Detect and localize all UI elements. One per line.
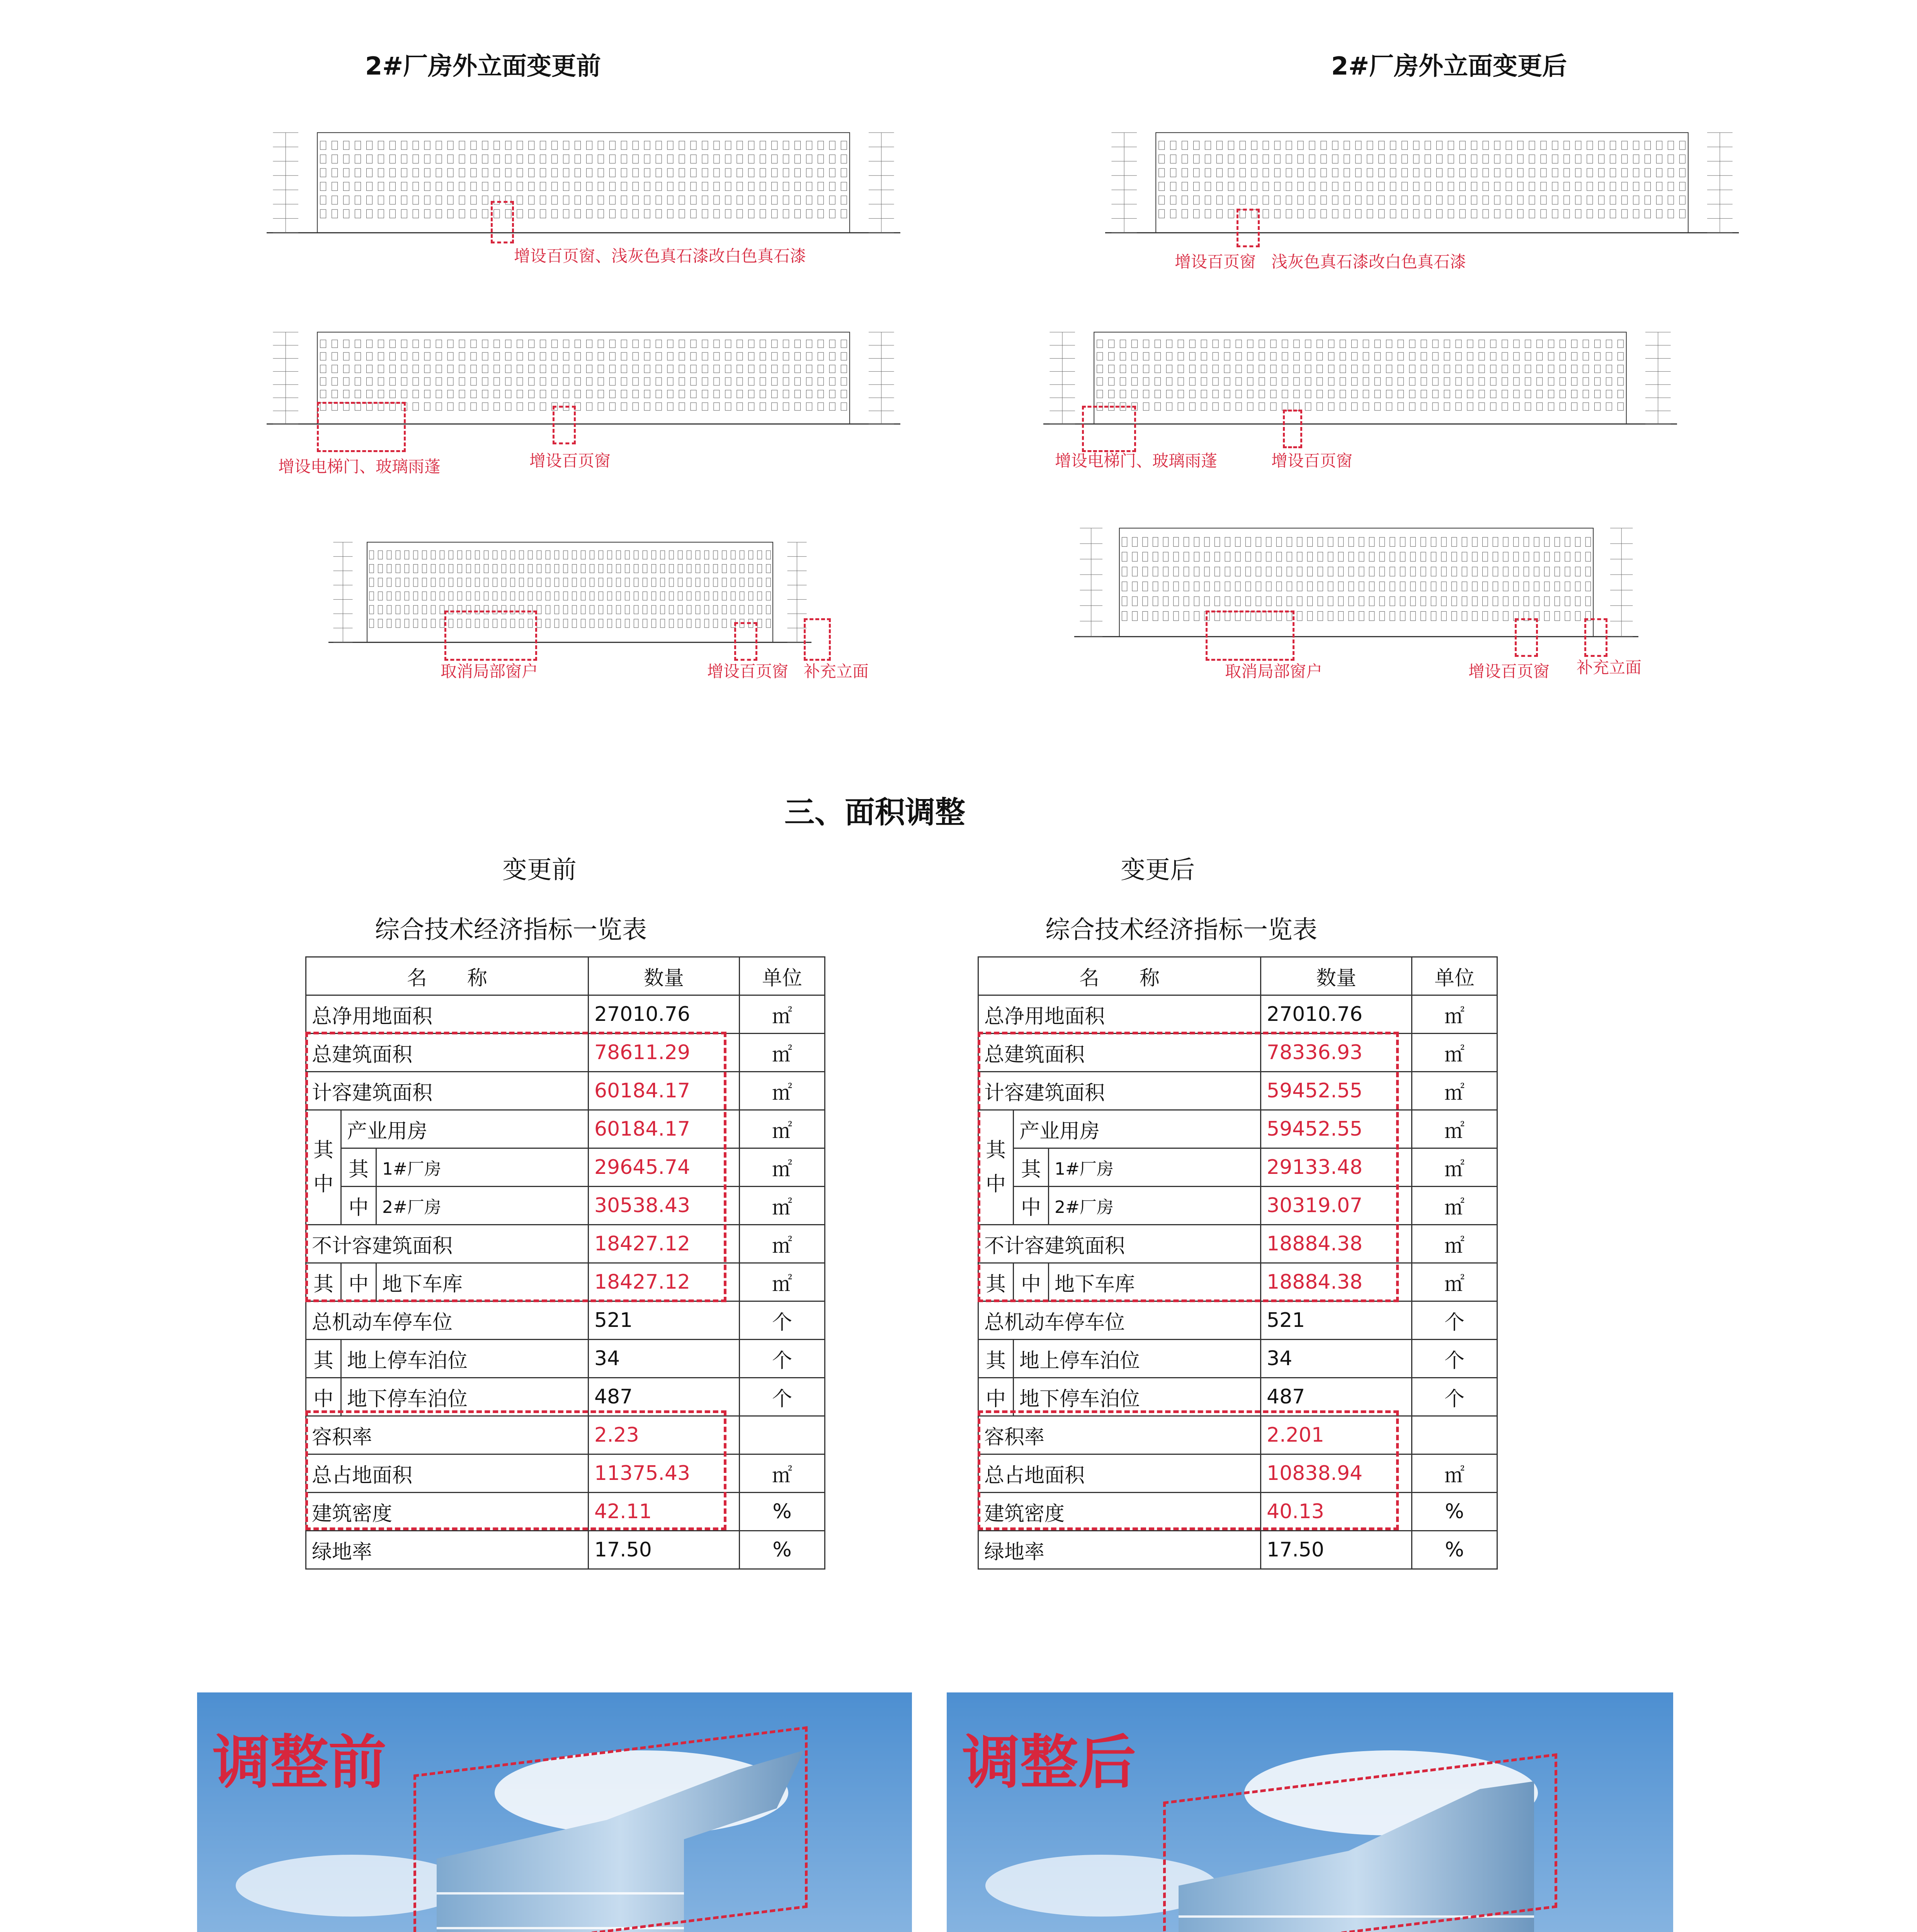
note-before-1: 增设百页窗、浅灰色真石漆改白色真石漆 bbox=[514, 247, 806, 265]
table-row: 总占地面积 11375.43 ㎡ bbox=[306, 1454, 825, 1493]
table-row: 其 中 产业用房 59452.55 ㎡ bbox=[978, 1110, 1497, 1148]
table-row: 其 地上停车泊位 34 个 bbox=[306, 1340, 825, 1378]
table-row: 总建筑面积 78611.29 ㎡ bbox=[306, 1034, 825, 1072]
render-label-before: 调整前 bbox=[213, 1729, 387, 1796]
note-after-5: 取消局部窗户 bbox=[1225, 662, 1323, 681]
table-row: 其 1#厂房 29645.74 ㎡ bbox=[306, 1148, 825, 1187]
table-row: 总机动车停车位 521 个 bbox=[978, 1301, 1497, 1340]
table-row: 计容建筑面积 59452.55 ㎡ bbox=[978, 1072, 1497, 1110]
table-row: 建筑密度 42.11 % bbox=[306, 1493, 825, 1531]
table-row: 中 2#厂房 30538.43 ㎡ bbox=[306, 1187, 825, 1225]
table-row: 绿地率 17.50 % bbox=[978, 1531, 1497, 1569]
facade-title-before: 2#厂房外立面变更前 bbox=[365, 52, 601, 81]
table-row: 其 1#厂房 29133.48 ㎡ bbox=[978, 1148, 1497, 1187]
note-before-4: 取消局部窗户 bbox=[441, 662, 538, 681]
table-header: 名 称 数量 单位 bbox=[306, 957, 825, 995]
table-row: 不计容建筑面积 18427.12 ㎡ bbox=[306, 1225, 825, 1263]
note-after-6: 增设百页窗 bbox=[1468, 662, 1550, 681]
table-row: 其 地上停车泊位 34 个 bbox=[978, 1340, 1497, 1378]
render-after bbox=[947, 1692, 1673, 1932]
table-title-before: 综合技术经济指标一览表 bbox=[375, 916, 647, 944]
table-row: 总占地面积 10838.94 ㎡ bbox=[978, 1454, 1497, 1493]
table-row: 总机动车停车位 521 个 bbox=[306, 1301, 825, 1340]
table-row: 容积率 2.201 bbox=[978, 1416, 1497, 1454]
elevation-before-3 bbox=[328, 526, 811, 665]
note-after-1: 增设百页窗 bbox=[1175, 252, 1256, 271]
note-before-2: 增设电梯门、玻璃雨蓬 bbox=[278, 457, 441, 476]
table-row: 计容建筑面积 60184.17 ㎡ bbox=[306, 1072, 825, 1110]
table-row: 中 地下停车泊位 487 个 bbox=[306, 1378, 825, 1416]
facade-title-after: 2#厂房外立面变更后 bbox=[1331, 52, 1567, 81]
table-row: 总建筑面积 78336.93 ㎡ bbox=[978, 1034, 1497, 1072]
table-row: 中 地下停车泊位 487 个 bbox=[978, 1378, 1497, 1416]
note-after-4: 增设百页窗 bbox=[1271, 451, 1353, 470]
elevation-after-1 bbox=[1105, 116, 1739, 255]
section-heading: 三、面积调整 bbox=[784, 795, 966, 830]
elevation-after-2 bbox=[1043, 317, 1677, 444]
note-after-7: 补充立面 bbox=[1577, 658, 1642, 677]
note-before-3: 增设百页窗 bbox=[529, 451, 611, 470]
table-row: 中 2#厂房 30319.07 ㎡ bbox=[978, 1187, 1497, 1225]
table-row: 其 中 地下车库 18884.38 ㎡ bbox=[978, 1263, 1497, 1301]
table-row: 容积率 2.23 bbox=[306, 1416, 825, 1454]
table-row: 总净用地面积 27010.76 ㎡ bbox=[306, 995, 825, 1034]
table-header: 名 称 数量 单位 bbox=[978, 957, 1497, 995]
note-after-2: 浅灰色真石漆改白色真石漆 bbox=[1271, 252, 1466, 271]
table-row: 其 中 地下车库 18427.12 ㎡ bbox=[306, 1263, 825, 1301]
after-label: 变更后 bbox=[1121, 856, 1195, 884]
table-row: 绿地率 17.50 % bbox=[306, 1531, 825, 1569]
note-before-5: 增设百页窗 bbox=[707, 662, 789, 681]
table-row: 建筑密度 40.13 % bbox=[978, 1493, 1497, 1531]
table-title-after: 综合技术经济指标一览表 bbox=[1045, 916, 1317, 944]
render-label-after: 调整后 bbox=[962, 1729, 1136, 1796]
render-before bbox=[197, 1692, 912, 1932]
elevation-before-1 bbox=[267, 116, 900, 255]
note-after-3: 增设电梯门、玻璃雨蓬 bbox=[1055, 451, 1218, 470]
table-row: 其 中 产业用房 60184.17 ㎡ bbox=[306, 1110, 825, 1148]
indicator-table-before bbox=[305, 956, 825, 1570]
elevation-after-3 bbox=[1074, 510, 1638, 661]
elevation-before-2 bbox=[267, 317, 900, 444]
note-before-6: 补充立面 bbox=[804, 662, 869, 681]
before-label: 变更前 bbox=[502, 856, 577, 884]
table-row: 不计容建筑面积 18884.38 ㎡ bbox=[978, 1225, 1497, 1263]
table-row: 总净用地面积 27010.76 ㎡ bbox=[978, 995, 1497, 1034]
indicator-table-after bbox=[978, 956, 1498, 1570]
